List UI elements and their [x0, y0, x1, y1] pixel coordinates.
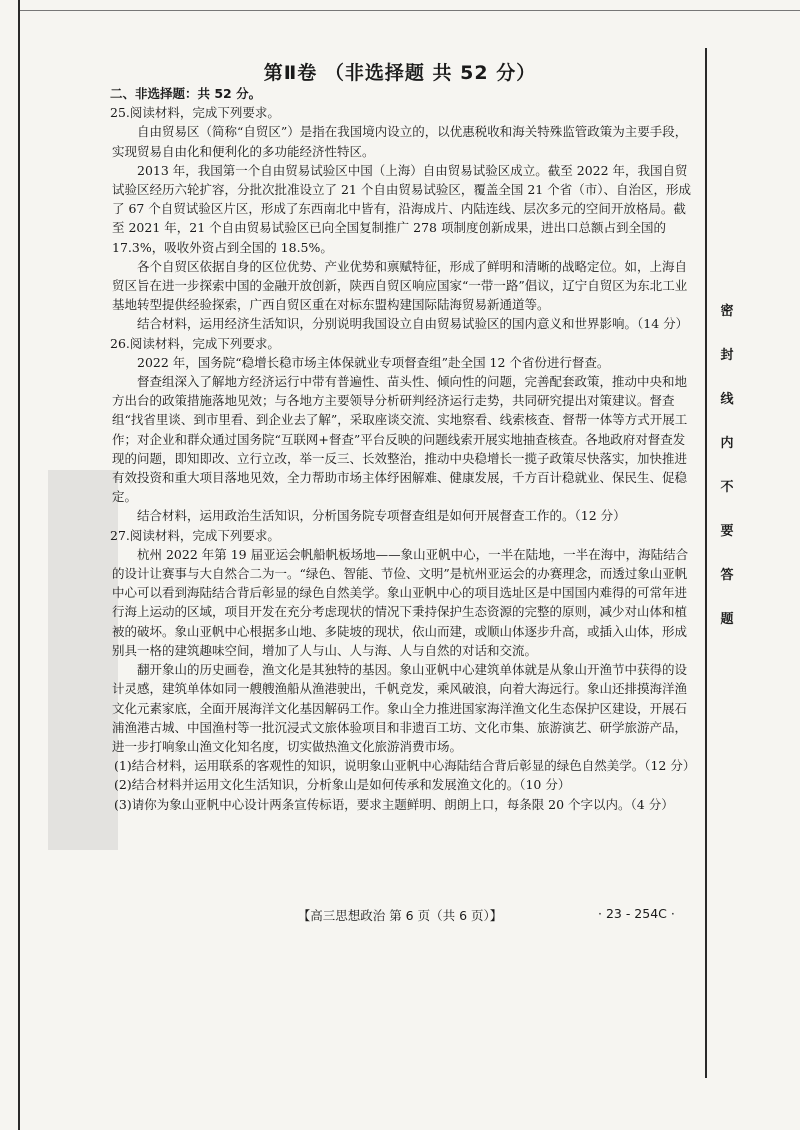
paper-code: · 23 - 254C · — [598, 906, 675, 921]
section-title: 二、非选择题：共 52 分。 — [110, 86, 262, 101]
question-27-head: 27.阅读材料，完成下列要求。 — [110, 527, 280, 543]
seal-char: 不 — [720, 480, 734, 495]
page-heading: 第Ⅱ卷 （非选择题 共 52 分） — [263, 62, 537, 84]
page-footer: 【高三思想政治 第 6 页（共 6 页）】 — [297, 908, 503, 923]
question-26-head: 26.阅读材料，完成下列要求。 — [110, 335, 280, 351]
q25-paragraph: 自由贸易区（简称“自贸区”）是指在我国境内设立的，以优惠税收和海关特殊监管政策为主要手段，实现贸易自由化和便利化的多功能经济性特区。 — [112, 124, 688, 159]
seal-char: 封 — [720, 348, 734, 363]
seal-char: 要 — [720, 524, 734, 539]
seal-char: 内 — [720, 436, 734, 451]
q27-sub-question-1: (1)结合材料，运用联系的客观性的知识，说明象山亚帆中心海陆结合背后彰显的绿色自然美学。（12 分） — [114, 758, 696, 774]
q27-sub-question-2: (2)结合材料并运用文化生活知识，分析象山是如何传承和发展渔文化的。（10 分） — [114, 777, 571, 793]
q25-prompt: 结合材料，运用经济生活知识，分别说明我国设立自由贸易试验区的国内意义和世界影响。（14 分） — [137, 316, 689, 332]
question-content — [112, 84, 697, 814]
seal-char: 密 — [720, 304, 734, 319]
q27-sub-question-3: (3)请你为象山亚帆中心设计两条宣传标语，要求主题鲜明、朗朗上口，每条限 20 个字以内。（4 分） — [114, 796, 674, 812]
question-25-head: 25.阅读材料，完成下列要求。 — [110, 105, 280, 121]
q27-paragraph: 杭州 2022 年第 19 届亚运会帆船帆板场地——象山亚帆中心，一半在陆地，一半在海中，海陆结合的设计让赛事与大自然合二为一。“绿色、智能、节俭、文明”是杭州亚运会的办赛理念，而透过象山亚帆中心可以看到海陆结合背后彰显的绿色自然美学。象山亚帆中心的项目选址区是中国国内难得的可常年进行海上运动的区域，项目开发在充分考虑现状的情况下秉持保护生态资源的完整的原则，减少对山体和植被的破坏。象山亚帆中心根据多山地、多陡坡的现状，依山而建，或顺山体逐步升高，或插入山体，形成别具一格的建筑趣味空间，增加了人与山、人与海、人与自然的对话和交流。 — [112, 546, 689, 658]
q26-paragraph: 2022 年，国务院“稳增长稳市场主体保就业专项督查组”赴全国 12 个省份进行督查。 — [137, 354, 610, 370]
q27-paragraph: 翻开象山的历史画卷，渔文化是其独特的基因。象山亚帆中心建筑单体就是从象山开渔节中获得的设计灵感，建筑单体如同一艘艘渔船从渔港驶出，千帆竞发，乘风破浪，向着大海远行。象山还排摸海洋渔文化元素家底，全面开展海洋文化基因解码工作。象山全力推进国家海洋渔文化生态保护区建设，开展石浦渔港古城、中国渔村等一批沉浸式文旅体验项目和非遗百工坊、文化市集、旅游演艺、研学旅游产品，进一步打响象山渔文化知名度，切实做热渔文化旅游消费市场。 — [112, 662, 688, 754]
seal-char: 题 — [720, 612, 734, 627]
seal-char: 答 — [720, 568, 734, 583]
top-rule — [20, 10, 800, 11]
q25-paragraph: 2013 年，我国第一个自由贸易试验区中国（上海）自由贸易试验区成立。截至 2022 年，我国自贸试验区经历六轮扩容，分批次批准设立了 21 个自由贸易试验区，覆盖全国 21 个省（市）、自治区，形成了 67 个自贸试验区片区，形成了东西南北中皆有，沿海成片、内陆连线、层次多元的空间开放格局。截至 2021 年，21 个自由贸易试验区已向全国复制推广 278 项制度创新成果，进出口总额占到全国的 17.3%，吸收外资占到全国的 18.5%。 — [112, 162, 691, 255]
left-border-line — [18, 0, 20, 1130]
seal-char: 线 — [720, 392, 734, 407]
q25-paragraph: 各个自贸区依据自身的区位优势、产业优势和禀赋特征，形成了鲜明和清晰的战略定位。如，上海自贸区旨在进一步探索中国的金融开放创新，陕西自贸区响应国家“一带一路”倡议，辽宁自贸区为东北工业基地转型提供经验探索，广西自贸区重在对标东盟构建国际陆海贸易新通道等。 — [112, 258, 688, 313]
q26-paragraph: 督查组深入了解地方经济运行中带有普遍性、苗头性、倾向性的问题，完善配套政策，推动中央和地方出台的政策措施落地见效；与各地方主要领导分析研判经济运行走势，共同研究提出对策建议。督查组“找省里谈、到市里看、到企业去了解”，采取座谈交流、实地察看、线索核查、督帮一体等方式开展工作；对企业和群众通过国务院“互联网+督查”平台反映的问题线索开展实地抽查核查。各地政府对督查发现的问题，即知即改、立行立改，举一反三、长效整治，推动中央稳增长一揽子政策尽快落实，加快推进有效投资和重大项目落地见效，全力帮助市场主体纾困解难、健康发展，千方百计稳就业、保民生、促稳定。 — [112, 374, 688, 505]
seal-warning — [712, 300, 742, 652]
q26-prompt: 结合材料，运用政治生活知识，分析国务院专项督查组是如何开展督查工作的。（12 分） — [137, 508, 626, 524]
